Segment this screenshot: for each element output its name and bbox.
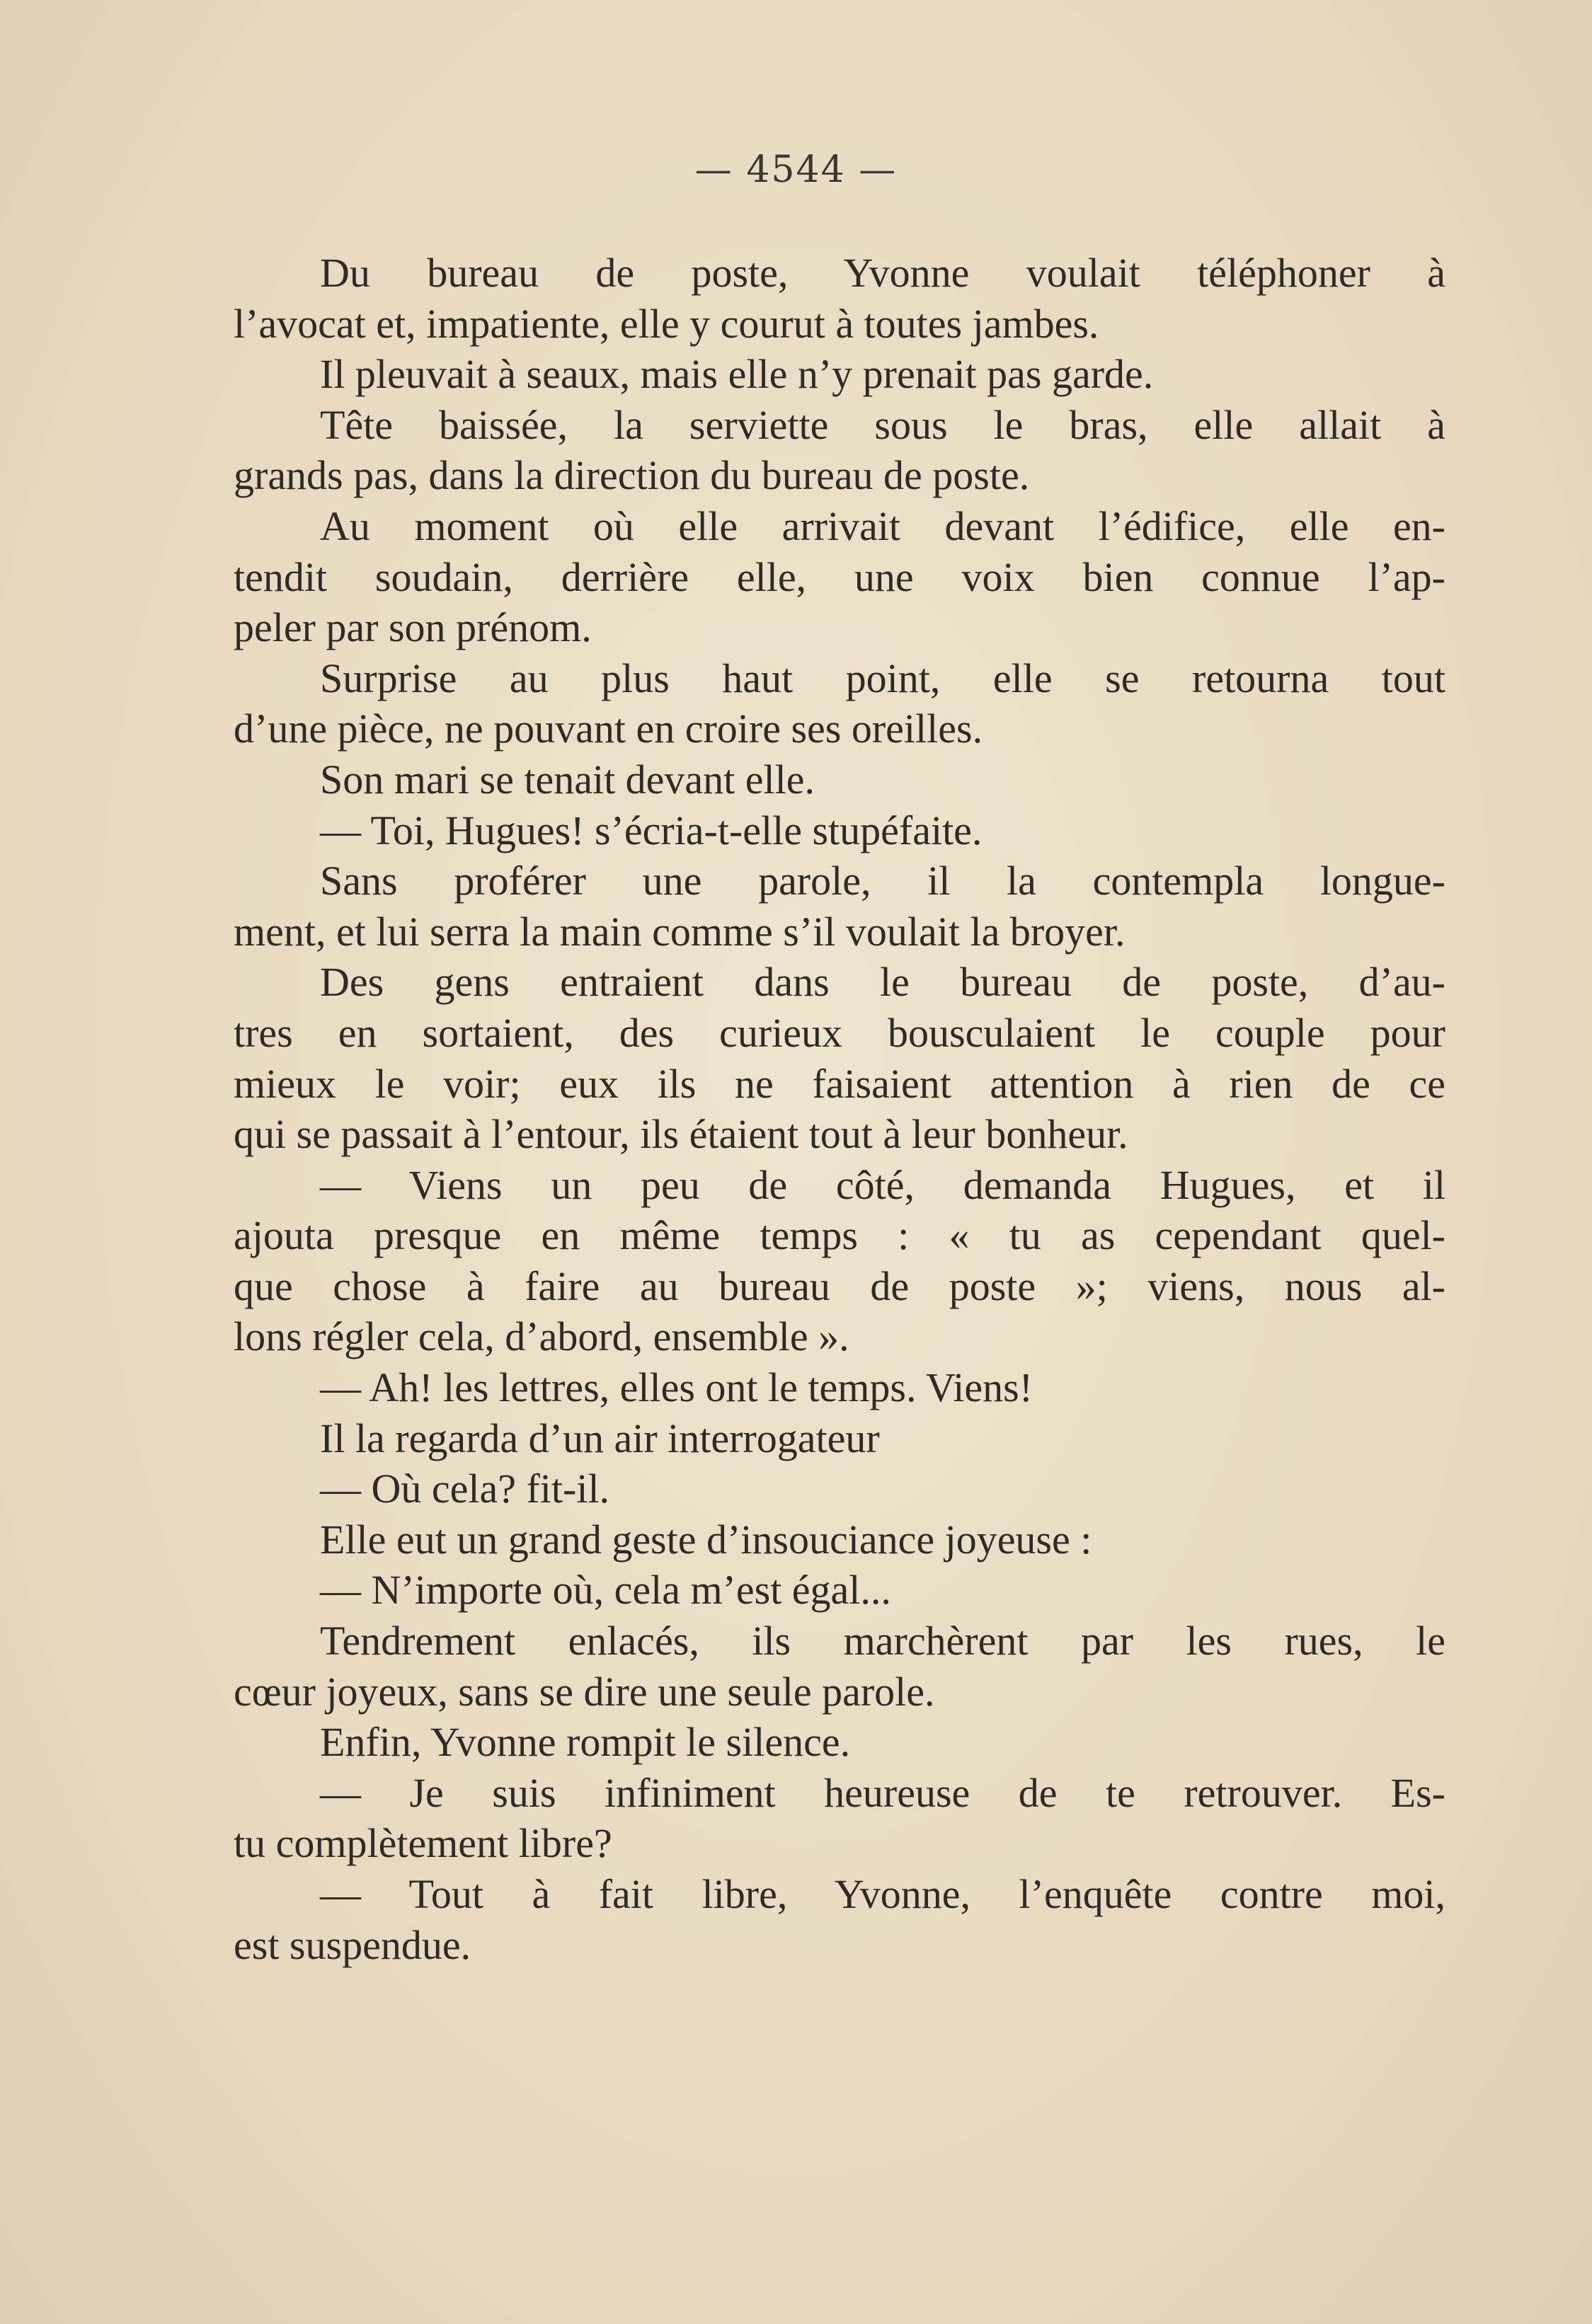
- text-line: Du bureau de poste, Yvonne voulait téléphoner à: [320, 250, 1445, 296]
- text-line: Au moment où elle arrivait devant l’édifice, elle en-: [320, 502, 1445, 549]
- text-line: — Viens un peu de côté, demanda Hugues, et il: [320, 1161, 1445, 1208]
- text-line: — N’importe où, cela m’est égal...: [320, 1567, 891, 1613]
- text-line: peler par son prénom.: [234, 604, 592, 651]
- text-line: Tête baissée, la serviette sous le bras, elle allait à: [320, 401, 1445, 448]
- text-line: — Toi, Hugues! s’écria-t-elle stupéfaite.: [320, 807, 983, 853]
- text-line: grands pas, dans la direction du bureau de poste.: [234, 452, 1030, 499]
- text-line: Enfin, Yvonne rompit le silence.: [320, 1719, 851, 1766]
- text-line: Elle eut un grand geste d’insouciance joyeuse :: [320, 1516, 1092, 1563]
- text-line: Il pleuvait à seaux, mais elle n’y prenait pas garde.: [320, 351, 1154, 398]
- page-number: — 4544 —: [694, 149, 898, 191]
- text-line: ajouta presque en même temps : « tu as cependant quel-: [234, 1212, 1445, 1259]
- text-line: ment, et lui serra la main comme s’il voulait la broyer.: [234, 908, 1126, 955]
- text-line: l’avocat et, impatiente, elle y courut à toutes jambes.: [234, 300, 1099, 347]
- text-line: est suspendue.: [234, 1921, 471, 1968]
- text-line: Son mari se tenait devant elle.: [320, 756, 815, 803]
- text-line: Surprise au plus haut point, elle se retourna tout: [320, 655, 1445, 701]
- text-line: que chose à faire au bureau de poste »; viens, nous al-: [234, 1262, 1445, 1309]
- text-line: cœur joyeux, sans se dire une seule parole.: [234, 1668, 935, 1715]
- body-text: [234, 248, 1445, 1970]
- text-line: — Je suis infiniment heureuse de te retrouver. Es-: [320, 1769, 1445, 1816]
- text-line: — Ah! les lettres, elles ont le temps. Viens!: [320, 1364, 1033, 1411]
- text-line: d’une pièce, ne pouvant en croire ses oreilles.: [234, 706, 983, 752]
- text-line: Sans proférer une parole, il la contempla longue-: [320, 858, 1445, 904]
- text-line: Il la regarda d’un air interrogateur: [320, 1415, 880, 1461]
- text-line: qui se passait à l’entour, ils étaient tout à leur bonheur.: [234, 1111, 1128, 1158]
- text-line: — Tout à fait libre, Yvonne, l’enquête contre moi,: [320, 1871, 1445, 1917]
- text-line: Tendrement enlacés, ils marchèrent par les rues, le: [320, 1618, 1445, 1664]
- text-line: mieux le voir; eux ils ne faisaient attention à rien de ce: [234, 1060, 1445, 1107]
- text-line: tu complètement libre?: [234, 1820, 612, 1867]
- text-line: lons régler cela, d’abord, ensemble ».: [234, 1313, 849, 1360]
- text-line: tendit soudain, derrière elle, une voix bien connue l’ap-: [234, 553, 1445, 600]
- text-line: Des gens entraient dans le bureau de poste, d’au-: [320, 959, 1445, 1006]
- text-line: tres en sortaient, des curieux bousculaient le couple pour: [234, 1009, 1445, 1056]
- text-line: — Où cela? fit-il.: [320, 1466, 610, 1512]
